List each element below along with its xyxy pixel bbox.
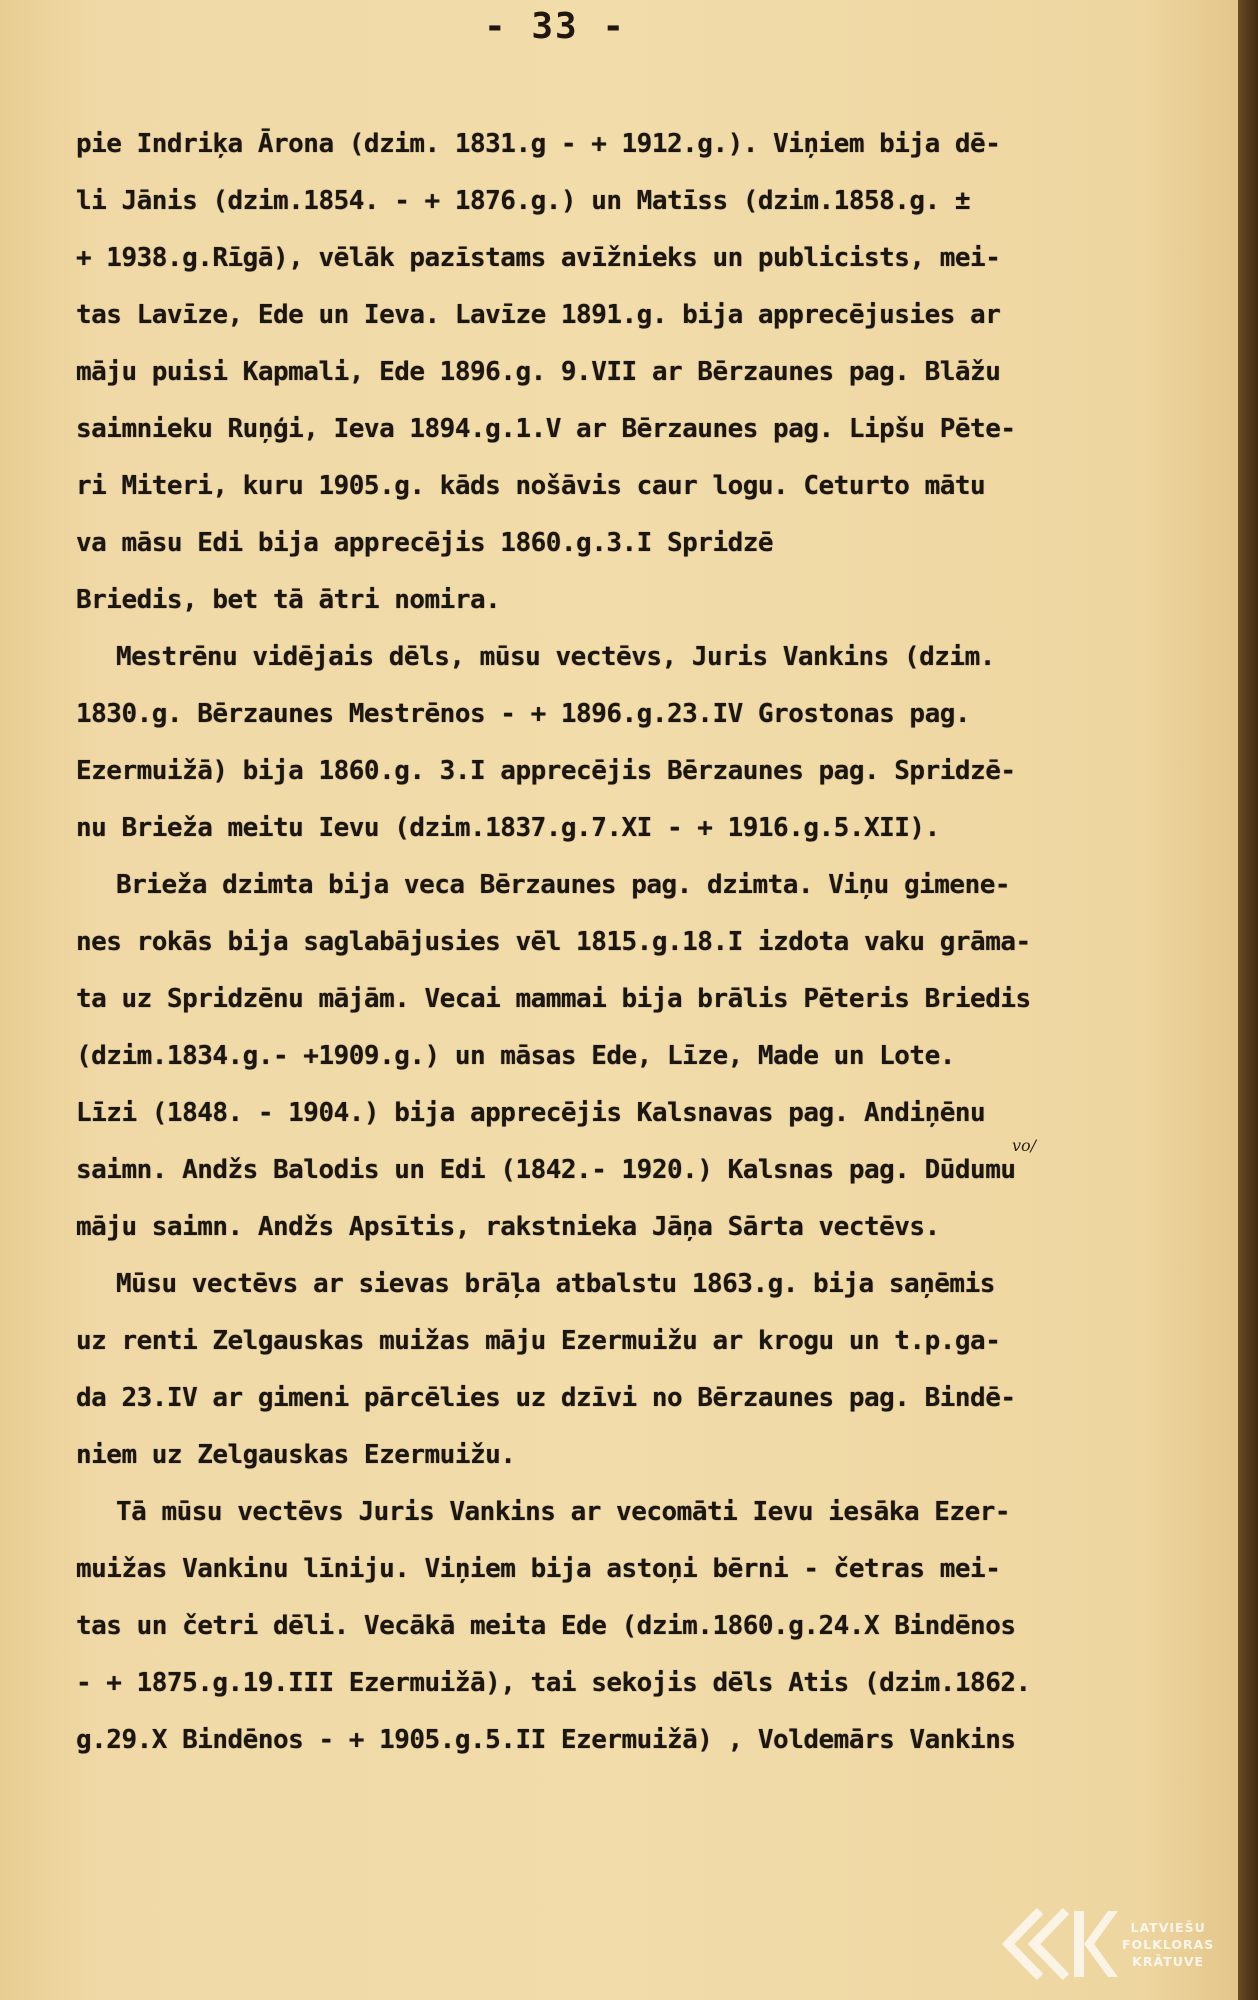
text-line: g.29.X Bindēnos - + 1905.g.5.II Ezermuižā) , Voldemārs Vankins [76,1725,1016,1755]
text-line: li Jānis (dzim.1854. - + 1876.g.) un Matīss (dzim.1858.g. ± [76,186,971,216]
logo-line-1: LATVIEŠU [1130,1919,1206,1935]
text-line: tas Lavīze, Ede un Ieva. Lavīze 1891.g. bija apprecējusies ar [76,300,1001,330]
handwritten-correction: vo/ [1012,1136,1037,1155]
text-line: nes rokās bija saglabājusies vēl 1815.g.18.I izdota vaku grāma- [76,927,1031,957]
text-line: saimnieku Ruņģi, Ieva 1894.g.1.V ar Bērzaunes pag. Lipšu Pēte- [76,414,1016,444]
text-line: - + 1875.g.19.III Ezermuižā), tai sekojis dēls Atis (dzim.1862. [76,1668,1031,1698]
text-line: va māsu Edi bija apprecējis 1860.g.3.I Spridzē [76,528,774,558]
text-line: Tā mūsu vectēvs Juris Vankins ar vecomāti Ievu iesāka Ezer- [116,1497,1011,1527]
text-line: Briedis, bet tā ātri nomira. [76,585,501,615]
text-line: māju puisi Kapmali, Ede 1896.g. 9.VII ar Bērzaunes pag. Blāžu [76,357,1001,387]
text-line: ri Miteri, kuru 1905.g. kāds nošāvis caur logu. Ceturto mātu [76,471,986,501]
logo-line-2: FOLKLORAS [1122,1936,1215,1952]
archive-logo [1000,1900,1235,1988]
text-line: Ezermuižā) bija 1860.g. 3.I apprecējis Bērzaunes pag. Spridzē- [76,756,1016,786]
text-line: nu Brieža meitu Ievu (dzim.1837.g.7.XI - + 1916.g.5.XII). [76,813,940,843]
text-line: muižas Vankinu līniju. Viņiem bija astoņi bērni - četras mei- [76,1554,1001,1584]
text-line: māju saimn. Andžs Apsītis, rakstnieka Jāņa Sārta vectēvs. [76,1212,940,1242]
page-number: - 33 - [483,6,627,47]
text-line: Mūsu vectēvs ar sievas brāļa atbalstu 1863.g. bija saņēmis [116,1269,995,1299]
text-line: + 1938.g.Rīgā), vēlāk pazīstams avīžnieks un publicists, mei- [76,243,1001,273]
text-line: tas un četri dēli. Vecākā meita Ede (dzim.1860.g.24.X Bindēnos [76,1611,1016,1641]
text-line: (dzim.1834.g.- +1909.g.) un māsas Ede, Līze, Made un Lote. [76,1041,955,1071]
book-edge [1238,0,1258,2000]
text-line: ta uz Spridzēnu mājām. Vecai mammai bija brālis Pēteris Briedis [76,984,1031,1014]
typewritten-text [76,116,1166,1769]
text-line: uz renti Zelgauskas muižas māju Ezermuižu ar krogu un t.p.ga- [76,1326,1001,1356]
logo-text [1122,1919,1214,1970]
text-line: Mestrēnu vidējais dēls, mūsu vectēvs, Juris Vankins (dzim. [116,642,995,672]
text-line: da 23.IV ar gimeni pārcēlies uz dzīvi no Bērzaunes pag. Bindē- [76,1383,1016,1413]
text-line: Līzi (1848. - 1904.) bija apprecējis Kalsnavas pag. Andiņēnu [76,1098,986,1128]
logo-line-3: KRĀTUVE [1132,1953,1205,1969]
lfk-arrows-logo-icon [1000,1905,1118,1983]
text-line: 1830.g. Bērzaunes Mestrēnos - + 1896.g.23.IV Grostonas pag. [76,699,971,729]
text-line: saimn. Andžs Balodis un Edi (1842.- 1920.) Kalsnas pag. Dūdumu [76,1155,1016,1185]
text-line: niem uz Zelgauskas Ezermuižu. [76,1440,516,1470]
text-line: pie Indriķa Ārona (dzim. 1831.g - + 1912.g.). Viņiem bija dē- [76,129,1001,159]
text-line: Brieža dzimta bija veca Bērzaunes pag. dzimta. Viņu gimene- [116,870,1011,900]
